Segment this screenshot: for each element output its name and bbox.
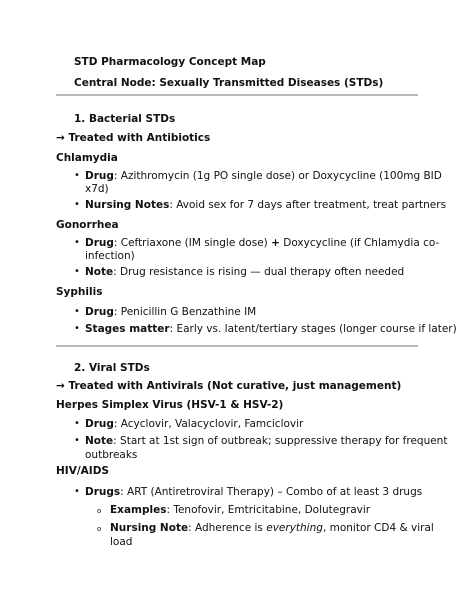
hiv-drugs: [85, 485, 422, 499]
hiv-nursing-note: [110, 521, 434, 535]
central-node: Central Node: Sexually Transmitted Diseases (STDs): [74, 77, 384, 89]
chlamydia-drug: [85, 169, 442, 183]
bacterial-treatment: → Treated with Antibiotics: [56, 132, 211, 144]
bullet-icon: •: [74, 435, 80, 446]
nursing-text-b: , monitor CD4 & viral: [322, 522, 434, 534]
hiv-heading: HIV/AIDS: [56, 465, 109, 477]
hiv-nursing-note-cont: load: [110, 536, 133, 548]
chlamydia-heading: Chlamydia: [56, 152, 118, 164]
drug-label: Drug: [85, 418, 114, 430]
examples-text: : Tenofovir, Emtricitabine, Dolutegravir: [166, 504, 371, 516]
viral-treatment: → Treated with Antivirals (Not curative, just management): [56, 380, 402, 392]
drug-label: Drug: [85, 170, 114, 182]
note-text: : Start at 1st sign of outbreak; suppressive therapy for frequent: [113, 435, 448, 447]
viral-heading: 2. Viral STDs: [74, 362, 150, 374]
drug-text: : Azithromycin (1g PO single dose) or Doxycycline (100mg BID: [113, 170, 442, 182]
syphilis-drug: [85, 305, 256, 319]
bullet-icon: •: [74, 323, 80, 334]
drug-label: Drug: [85, 306, 114, 318]
document-title: STD Pharmacology Concept Map: [74, 56, 266, 68]
sub-bullet-icon: o: [97, 525, 102, 533]
notes-text: : Avoid sex for 7 days after treatment, treat partners: [169, 199, 447, 211]
sub-bullet-icon: o: [97, 507, 102, 515]
gonorrhea-heading: Gonorrhea: [56, 219, 119, 231]
drug-text: : Penicillin G Benzathine IM: [113, 306, 257, 318]
gonorrhea-note: [85, 265, 404, 279]
drug-text: : Ceftriaxone (IM single dose): [113, 237, 272, 249]
plus-sign: +: [271, 237, 280, 249]
drugs-label: Drugs: [85, 486, 121, 498]
divider-middle: [56, 345, 418, 347]
drug-text: : Acyclovir, Valacyclovir, Famciclovir: [113, 418, 304, 430]
herpes-heading: Herpes Simplex Virus (HSV-1 & HSV-2): [56, 399, 284, 411]
bullet-icon: •: [74, 418, 80, 429]
note-text: : Drug resistance is rising — dual therapy often needed: [113, 266, 405, 278]
chlamydia-notes: [85, 198, 446, 212]
bullet-icon: •: [74, 486, 80, 497]
bullet-icon: •: [74, 306, 80, 317]
bullet-icon: •: [74, 266, 80, 277]
stages-text: : Early vs. latent/tertiary stages (longer course if later): [169, 323, 457, 335]
bacterial-heading: 1. Bacterial STDs: [74, 113, 176, 125]
nursing-emphasis: everything: [266, 522, 323, 534]
hiv-examples: [110, 503, 370, 517]
herpes-note: [85, 434, 447, 448]
examples-label: Examples: [110, 504, 167, 516]
drug-label: Drug: [85, 237, 114, 249]
syphilis-heading: Syphilis: [56, 286, 103, 298]
bullet-icon: •: [74, 199, 80, 210]
nursing-label: Nursing Note: [110, 522, 189, 534]
drugs-text: : ART (Antiretroviral Therapy) – Combo of at least 3 drugs: [120, 486, 423, 498]
drug-text-b: Doxycycline (if Chlamydia co-: [279, 237, 440, 249]
gonorrhea-drug-cont: infection): [85, 250, 135, 262]
notes-label: Nursing Notes: [85, 199, 170, 211]
gonorrhea-drug: [85, 236, 439, 250]
bullet-icon: •: [74, 237, 80, 248]
herpes-note-cont: outbreaks: [85, 449, 138, 461]
chlamydia-drug-cont: x7d): [85, 183, 109, 195]
herpes-drug: [85, 417, 303, 431]
note-label: Note: [85, 435, 114, 447]
bullet-icon: •: [74, 170, 80, 181]
stages-label: Stages matter: [85, 323, 170, 335]
note-label: Note: [85, 266, 114, 278]
divider-top: [56, 94, 418, 96]
nursing-text-a: : Adherence is: [188, 522, 267, 534]
syphilis-stages: [85, 322, 457, 336]
